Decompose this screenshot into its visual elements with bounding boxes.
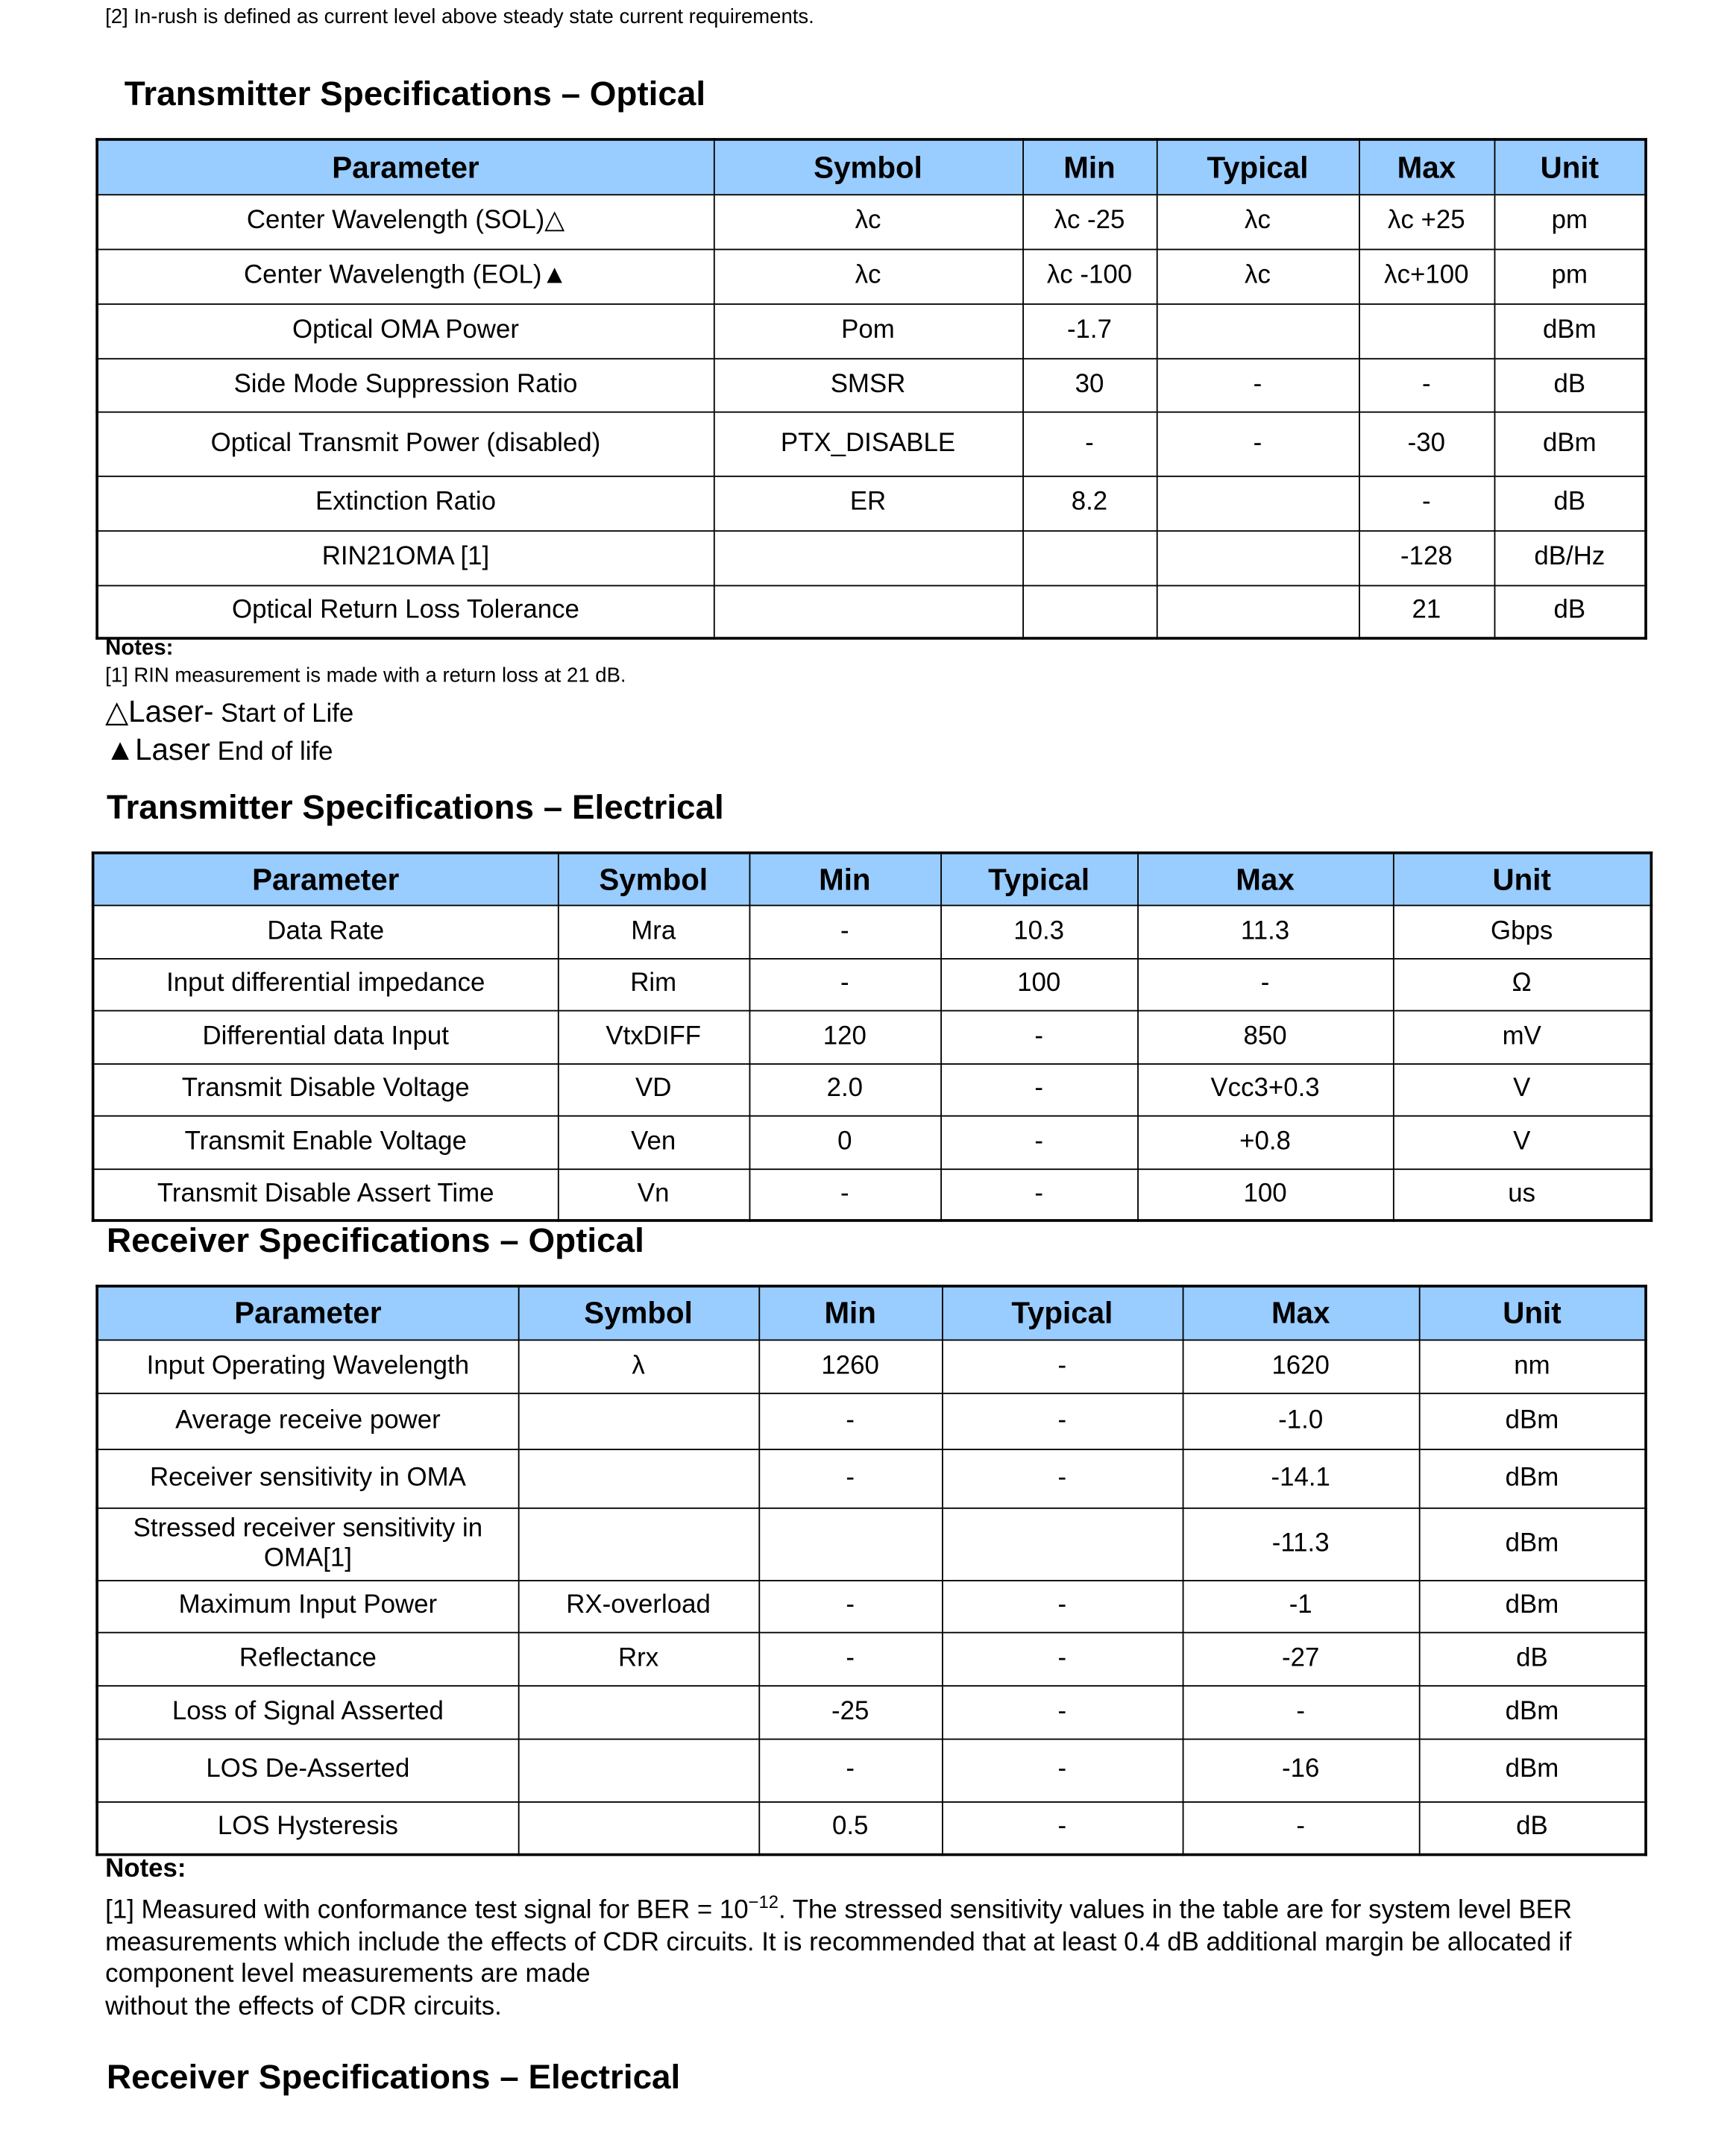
column-header: Min bbox=[1022, 139, 1157, 194]
table-cell: - bbox=[1359, 358, 1494, 411]
table-cell: - bbox=[749, 958, 941, 1010]
table-cell: - bbox=[940, 1063, 1137, 1115]
table-row bbox=[93, 1168, 1652, 1221]
table-cell bbox=[1022, 530, 1157, 585]
table-cell: V bbox=[1393, 1115, 1651, 1168]
table-cell: - bbox=[758, 1580, 942, 1632]
table-cell: dBm bbox=[1419, 1508, 1646, 1580]
table-cell: dBm bbox=[1419, 1685, 1646, 1738]
table-cell bbox=[1157, 530, 1359, 585]
table-cell: Pom bbox=[714, 303, 1022, 358]
table-cell: Vn bbox=[558, 1168, 749, 1221]
table-cell bbox=[714, 530, 1022, 585]
table-cell: Center Wavelength (SOL)△ bbox=[97, 194, 714, 248]
table-cell: +0.8 bbox=[1137, 1115, 1393, 1168]
table-cell: - bbox=[758, 1449, 942, 1508]
column-header: Parameter bbox=[97, 139, 714, 194]
table-cell: Vcc3+0.3 bbox=[1137, 1063, 1393, 1115]
table-cell: -1.0 bbox=[1183, 1393, 1419, 1449]
table-cell: Transmit Disable Assert Time bbox=[93, 1168, 558, 1221]
table-row bbox=[97, 476, 1646, 530]
table-cell: 30 bbox=[1022, 358, 1157, 411]
table-cell: λc bbox=[1157, 194, 1359, 248]
table-cell bbox=[518, 1393, 759, 1449]
tx-electrical-table bbox=[92, 851, 1652, 1222]
table-cell: 850 bbox=[1137, 1010, 1393, 1063]
table-cell: 21 bbox=[1359, 585, 1494, 638]
table-cell: -16 bbox=[1183, 1739, 1419, 1801]
table-cell: Transmit Disable Voltage bbox=[93, 1063, 558, 1115]
sol-text: Start of Life bbox=[213, 699, 354, 729]
table-cell: Reflectance bbox=[97, 1632, 518, 1685]
rx-optical-table bbox=[95, 1285, 1647, 1856]
table-cell: Maximum Input Power bbox=[97, 1580, 518, 1632]
table-row bbox=[93, 1063, 1652, 1115]
column-header: Max bbox=[1183, 1286, 1419, 1339]
note: [1] RIN measurement is made with a return loss at 21 dB. bbox=[105, 664, 626, 688]
table-cell bbox=[1157, 476, 1359, 530]
rx-electrical-title: Receiver Specifications – Electrical bbox=[106, 2058, 681, 2097]
table-cell: 0.5 bbox=[758, 1801, 942, 1854]
sol-legend bbox=[105, 694, 353, 730]
table-cell: -14.1 bbox=[1183, 1449, 1419, 1508]
table-cell: dB bbox=[1494, 358, 1646, 411]
table-cell: - bbox=[942, 1632, 1183, 1685]
top-note: [2] In-rush is defined as current level above steady state current requirements. bbox=[105, 5, 814, 29]
table-cell: Gbps bbox=[1393, 905, 1651, 958]
table-cell: mV bbox=[1393, 1010, 1651, 1063]
rx-note bbox=[105, 1886, 1636, 2024]
table-row bbox=[97, 1393, 1646, 1449]
table-cell: - bbox=[1157, 358, 1359, 411]
table-cell: - bbox=[1183, 1801, 1419, 1854]
table-cell: - bbox=[758, 1632, 942, 1685]
table-row bbox=[97, 1685, 1646, 1738]
table-cell: - bbox=[749, 1168, 941, 1221]
table-row bbox=[97, 358, 1646, 411]
table-cell: Optical Transmit Power (disabled) bbox=[97, 412, 714, 476]
table-cell: λc bbox=[714, 194, 1022, 248]
table-cell: Ven bbox=[558, 1115, 749, 1168]
table-cell: - bbox=[940, 1010, 1137, 1063]
table-cell: - bbox=[940, 1115, 1137, 1168]
table-cell: V bbox=[1393, 1063, 1651, 1115]
eol-text: End of life bbox=[210, 737, 333, 767]
table-cell: RX-overload bbox=[518, 1580, 759, 1632]
table-cell: - bbox=[1022, 412, 1157, 476]
table-cell: Stressed receiver sensitivity in OMA[1] bbox=[97, 1508, 518, 1580]
table-cell: Receiver sensitivity in OMA bbox=[97, 1449, 518, 1508]
table-cell: 0 bbox=[749, 1115, 941, 1168]
table-cell: λc+100 bbox=[1359, 249, 1494, 303]
table-cell: dB bbox=[1494, 476, 1646, 530]
table-row bbox=[97, 249, 1646, 303]
table-cell: Transmit Enable Voltage bbox=[93, 1115, 558, 1168]
table-cell: - bbox=[1183, 1685, 1419, 1738]
notes-label: Notes: bbox=[105, 637, 174, 661]
table-cell: Input differential impedance bbox=[93, 958, 558, 1010]
table-cell bbox=[758, 1508, 942, 1580]
table-cell: - bbox=[758, 1393, 942, 1449]
table-row bbox=[97, 1801, 1646, 1854]
table-row bbox=[97, 1339, 1646, 1392]
eol-legend bbox=[105, 733, 333, 769]
table-row bbox=[97, 585, 1646, 638]
column-header: Typical bbox=[942, 1286, 1183, 1339]
note-text: [1] Measured with conformance test signal for BER = 10 bbox=[105, 1896, 749, 1925]
table-cell: dB bbox=[1419, 1632, 1646, 1685]
table-cell bbox=[518, 1685, 759, 1738]
table-row bbox=[97, 1632, 1646, 1685]
table-cell: λc bbox=[714, 249, 1022, 303]
column-header: Symbol bbox=[558, 853, 749, 905]
eol-symbol: ▲Laser bbox=[105, 732, 210, 767]
table-cell: dBm bbox=[1419, 1393, 1646, 1449]
column-header: Parameter bbox=[97, 1286, 518, 1339]
table-cell: dB/Hz bbox=[1494, 530, 1646, 585]
table-cell: -27 bbox=[1183, 1632, 1419, 1685]
table-cell: Rim bbox=[558, 958, 749, 1010]
table-cell: λc -25 bbox=[1022, 194, 1157, 248]
table-cell: us bbox=[1393, 1168, 1651, 1221]
table-row bbox=[97, 1508, 1646, 1580]
table-cell: -25 bbox=[758, 1685, 942, 1738]
table-cell: λc +25 bbox=[1359, 194, 1494, 248]
table-cell: 11.3 bbox=[1137, 905, 1393, 958]
table-cell bbox=[1157, 585, 1359, 638]
tx-electrical-title: Transmitter Specifications – Electrical bbox=[106, 788, 724, 828]
column-header: Typical bbox=[1157, 139, 1359, 194]
table-row bbox=[97, 1739, 1646, 1801]
table-cell: - bbox=[942, 1449, 1183, 1508]
column-header: Unit bbox=[1494, 139, 1646, 194]
table-cell: Average receive power bbox=[97, 1393, 518, 1449]
table-cell: PTX_DISABLE bbox=[714, 412, 1022, 476]
table-cell bbox=[518, 1739, 759, 1801]
table-row bbox=[97, 1580, 1646, 1632]
table-cell bbox=[1359, 303, 1494, 358]
header-row bbox=[97, 139, 1646, 194]
table-cell: - bbox=[942, 1801, 1183, 1854]
table-cell: dB bbox=[1494, 585, 1646, 638]
table-cell: - bbox=[758, 1739, 942, 1801]
table-cell: - bbox=[1137, 958, 1393, 1010]
table-cell: VtxDIFF bbox=[558, 1010, 749, 1063]
table-cell: 2.0 bbox=[749, 1063, 941, 1115]
header-row bbox=[97, 1286, 1646, 1339]
table-cell: - bbox=[942, 1739, 1183, 1801]
column-header: Parameter bbox=[93, 853, 558, 905]
table-cell bbox=[518, 1801, 759, 1854]
table-cell: - bbox=[1157, 412, 1359, 476]
column-header: Symbol bbox=[518, 1286, 759, 1339]
table-cell: Mra bbox=[558, 905, 749, 958]
table-cell: - bbox=[749, 905, 941, 958]
table-cell: Data Rate bbox=[93, 905, 558, 958]
table-row bbox=[97, 530, 1646, 585]
table-cell: LOS Hysteresis bbox=[97, 1801, 518, 1854]
table-cell bbox=[942, 1508, 1183, 1580]
table-cell: λc bbox=[1157, 249, 1359, 303]
table-cell bbox=[518, 1508, 759, 1580]
table-row bbox=[97, 412, 1646, 476]
table-cell: 120 bbox=[749, 1010, 941, 1063]
table-cell: λc -100 bbox=[1022, 249, 1157, 303]
table-cell: Optical OMA Power bbox=[97, 303, 714, 358]
table-cell: dB bbox=[1419, 1801, 1646, 1854]
tx-optical-table bbox=[95, 138, 1647, 640]
table-cell: RIN21OMA [1] bbox=[97, 530, 714, 585]
table-cell: 100 bbox=[1137, 1168, 1393, 1221]
table-row bbox=[97, 303, 1646, 358]
table-cell: 1260 bbox=[758, 1339, 942, 1392]
note-text: without the effects of CDR circuits. bbox=[105, 1992, 502, 2021]
table-cell: Differential data Input bbox=[93, 1010, 558, 1063]
table-cell: - bbox=[942, 1393, 1183, 1449]
table-cell: Rrx bbox=[518, 1632, 759, 1685]
table-cell: dBm bbox=[1494, 303, 1646, 358]
table-cell: dBm bbox=[1419, 1449, 1646, 1508]
table-cell: Extinction Ratio bbox=[97, 476, 714, 530]
table-cell: 8.2 bbox=[1022, 476, 1157, 530]
table-cell: LOS De-Asserted bbox=[97, 1739, 518, 1801]
table-cell: - bbox=[942, 1685, 1183, 1738]
table-cell: pm bbox=[1494, 249, 1646, 303]
column-header: Max bbox=[1137, 853, 1393, 905]
table-cell: ER bbox=[714, 476, 1022, 530]
table-row bbox=[93, 1010, 1652, 1063]
table-cell: -30 bbox=[1359, 412, 1494, 476]
table-cell bbox=[1022, 585, 1157, 638]
table-cell: - bbox=[1359, 476, 1494, 530]
table-cell: dBm bbox=[1419, 1739, 1646, 1801]
table-cell: - bbox=[942, 1580, 1183, 1632]
table-cell bbox=[1157, 303, 1359, 358]
rx-optical-title: Receiver Specifications – Optical bbox=[106, 1221, 644, 1261]
table-cell: Optical Return Loss Tolerance bbox=[97, 585, 714, 638]
table-cell: -1.7 bbox=[1022, 303, 1157, 358]
notes-label: Notes: bbox=[105, 1854, 186, 1884]
table-cell: - bbox=[942, 1339, 1183, 1392]
table-row bbox=[93, 958, 1652, 1010]
table-cell: dBm bbox=[1419, 1580, 1646, 1632]
sol-symbol: △Laser- bbox=[105, 694, 214, 729]
table-cell: 10.3 bbox=[940, 905, 1137, 958]
table-cell: VD bbox=[558, 1063, 749, 1115]
table-cell: 1620 bbox=[1183, 1339, 1419, 1392]
column-header: Max bbox=[1359, 139, 1494, 194]
column-header: Min bbox=[758, 1286, 942, 1339]
table-cell: Loss of Signal Asserted bbox=[97, 1685, 518, 1738]
table-cell: nm bbox=[1419, 1339, 1646, 1392]
table-cell: -128 bbox=[1359, 530, 1494, 585]
table-cell: Input Operating Wavelength bbox=[97, 1339, 518, 1392]
table-cell: Ω bbox=[1393, 958, 1651, 1010]
table-cell: - bbox=[940, 1168, 1137, 1221]
column-header: Min bbox=[749, 853, 941, 905]
table-cell: dBm bbox=[1494, 412, 1646, 476]
note-text: . The stressed sensitivity values in the table are for system level BER measurements which include the effects of CDR circuits. It is recommended that at least 0.4 dB additional margin be allocated if component level measurements are made bbox=[105, 1896, 1573, 1989]
tx-optical-title: Transmitter Specifications – Optical bbox=[124, 75, 706, 114]
table-cell bbox=[518, 1449, 759, 1508]
column-header: Unit bbox=[1419, 1286, 1646, 1339]
column-header: Typical bbox=[940, 853, 1137, 905]
note-exponent: −12 bbox=[748, 1892, 779, 1912]
header-row bbox=[93, 853, 1652, 905]
table-cell: pm bbox=[1494, 194, 1646, 248]
table-row bbox=[97, 194, 1646, 248]
table-cell: 100 bbox=[940, 958, 1137, 1010]
table-cell: SMSR bbox=[714, 358, 1022, 411]
table-row bbox=[93, 905, 1652, 958]
table-cell: Center Wavelength (EOL)▲ bbox=[97, 249, 714, 303]
table-row bbox=[93, 1115, 1652, 1168]
column-header: Symbol bbox=[714, 139, 1022, 194]
table-cell: -11.3 bbox=[1183, 1508, 1419, 1580]
table-cell bbox=[714, 585, 1022, 638]
table-row bbox=[97, 1449, 1646, 1508]
table-cell: λ bbox=[518, 1339, 759, 1392]
column-header: Unit bbox=[1393, 853, 1651, 905]
table-cell: -1 bbox=[1183, 1580, 1419, 1632]
table-cell: Side Mode Suppression Ratio bbox=[97, 358, 714, 411]
